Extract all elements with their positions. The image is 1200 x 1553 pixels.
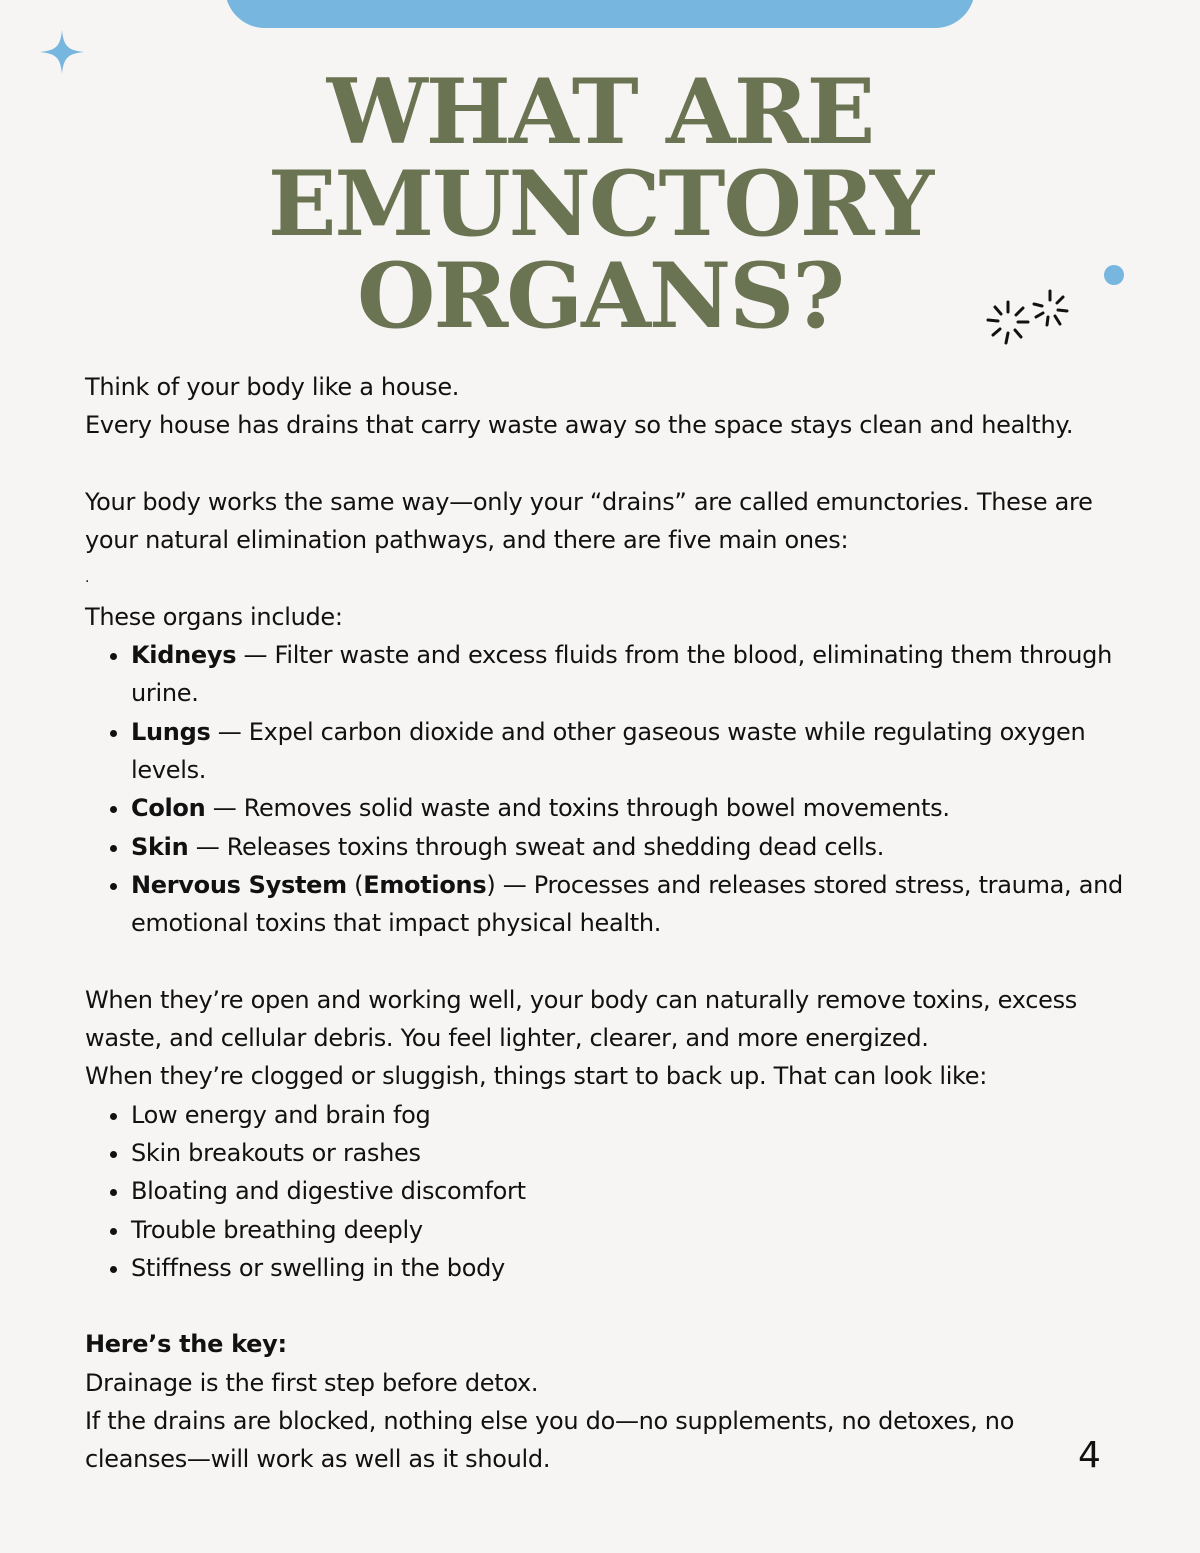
organ-name-emotions: Emotions [363, 870, 487, 899]
intro-line-2: Every house has drains that carry waste away so the space stays clean and healthy. [85, 411, 1074, 440]
organs-list [85, 636, 1125, 942]
organs-intro: These organs include: [85, 602, 343, 631]
title-line-1: WHAT ARE [326, 59, 874, 165]
organ-name: Nervous System [131, 870, 347, 899]
organ-name-paren-open: ( [346, 870, 364, 899]
page-title [0, 59, 1200, 349]
list-item-colon [131, 789, 1125, 827]
organ-desc: — Filter waste and excess fluids from the blood, eliminating them through urine. [131, 641, 1113, 708]
list-item: • Skin breakouts or rashes [131, 1134, 1125, 1172]
key-heading-text: Here’s the key: [85, 1330, 287, 1359]
intro-line-1: Think of your body like a house. [85, 373, 460, 401]
organ-name: Lungs [131, 717, 211, 746]
body-content [85, 368, 1125, 1479]
list-item: • Trouble breathing deeply [131, 1211, 1125, 1249]
symptoms-list [85, 1096, 1125, 1287]
key-heading [85, 1325, 1125, 1363]
spacer [85, 445, 1125, 483]
paragraph-drains: Your body works the same way—only your “drains” are called emunctories. These are your natural elimination pathways, and there are five main ones: [85, 487, 1093, 555]
spacer [85, 942, 1125, 980]
list-item: • Low energy and brain fog [131, 1096, 1125, 1134]
working-well-text: When they’re open and working well, your body can naturally remove toxins, excess waste, and cellular debris. You feel lighter, clearer, and more energized. [85, 985, 1077, 1053]
organ-name: Kidneys [131, 641, 237, 670]
list-item-nervous-system [131, 866, 1125, 943]
stray-dot: . [85, 570, 90, 587]
organ-name-paren-close: ) [486, 870, 496, 899]
list-item-lungs [131, 713, 1125, 790]
organ-desc: — Expel carbon dioxide and other gaseous waste while regulating oxygen levels. [131, 717, 1086, 784]
organ-desc: — Removes solid waste and toxins through bowel movements. [205, 794, 950, 823]
key-line-1: Drainage is the first step before detox. [85, 1368, 539, 1397]
list-item-kidneys [131, 636, 1125, 713]
list-item: • Bloating and digestive discomfort [131, 1172, 1125, 1210]
top-banner-shape [225, 0, 975, 28]
organ-desc: — Processes and releases stored stress, trauma, and emotional toxins that impact physical health. [131, 870, 1123, 938]
organ-name: Colon [131, 794, 206, 823]
organ-name: Skin [131, 832, 189, 861]
list-item-skin [131, 828, 1125, 866]
spacer [85, 1287, 1125, 1325]
list-item: • Stiffness or swelling in the body [131, 1249, 1125, 1287]
clogged-text: When they’re clogged or sluggish, things start to back up. That can look like: [85, 1062, 988, 1091]
key-line-2: If the drains are blocked, nothing else you do—no supplements, no detoxes, no cleanses—will work as well as it should. [85, 1407, 1015, 1474]
title-line-2: EMUNCTORY [267, 151, 933, 257]
title-line-3: ORGANS? [357, 243, 843, 349]
organ-desc: — Releases toxins through sweat and shedding dead cells. [188, 832, 885, 861]
page-number: 4 [1078, 1435, 1101, 1476]
